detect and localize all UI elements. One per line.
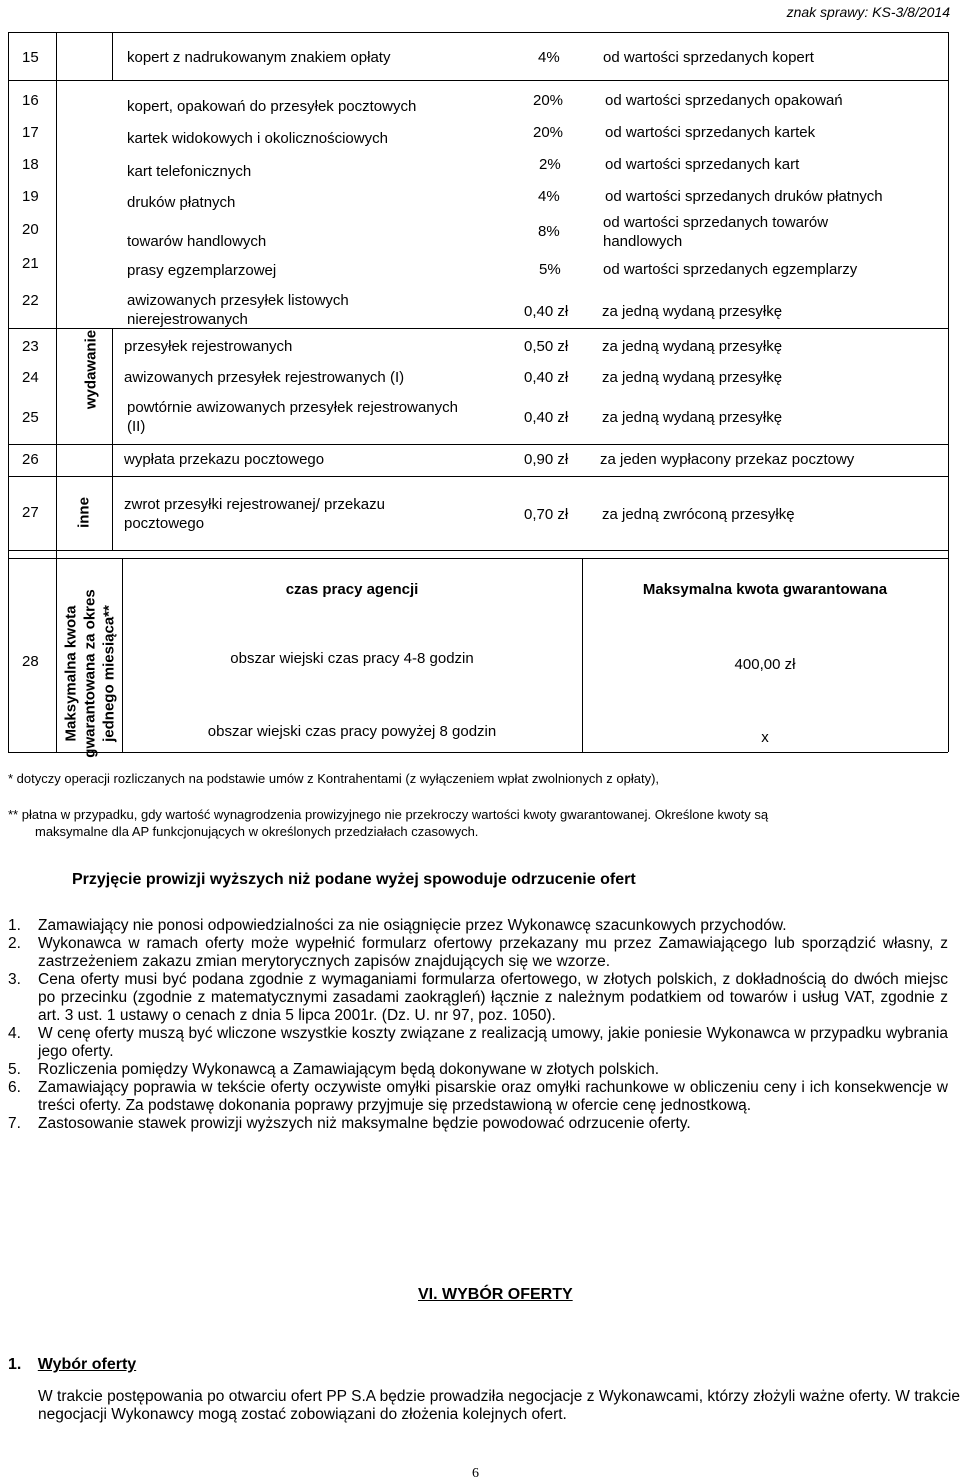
max-amount-header: Maksymalna kwota gwarantowana — [642, 581, 888, 598]
work-time-option: obszar wiejski czas pracy powyżej 8 godzin — [207, 723, 497, 740]
row-description: prasy egzemplarzowej — [127, 262, 277, 279]
item-number: 3. — [8, 971, 21, 988]
row-number: 24 — [22, 369, 39, 386]
row-basis: za jedną wydaną przesyłkę — [602, 338, 783, 355]
row-description: (II) — [127, 418, 146, 435]
row-rate: 20% — [533, 92, 564, 109]
row-basis: za jedną wydaną przesyłkę — [602, 369, 783, 386]
row-rate: 8% — [538, 223, 560, 240]
label-line: jednego miesiąca** — [100, 605, 118, 742]
row-number: 22 — [22, 292, 39, 309]
row-basis: handlowych — [603, 233, 683, 250]
row-basis: za jedną zwróconą przesyłkę — [602, 506, 795, 523]
item-text: Zastosowanie stawek prowizji wyższych niż maksymalne będzie powodować odrzucenie oferty. — [38, 1115, 691, 1132]
item-number: 7. — [8, 1115, 21, 1132]
item-text: Rozliczenia pomiędzy Wykonawcą a Zamawiającym będą dokonywane w złotych polskich. — [38, 1061, 659, 1078]
row-basis: od wartości sprzedanych egzemplarzy — [603, 261, 858, 278]
row-number: 26 — [22, 451, 39, 468]
item-text: W cenę oferty muszą być wliczone wszystkie koszty związane z realizacją umowy, jakie poniesie Wykonawca w przypadku wybrania jego oferty. — [38, 1025, 948, 1060]
guaranteed-amount-label — [62, 577, 119, 771]
list-item — [8, 935, 948, 971]
row-description: kopert z nadrukowanym znakiem opłaty — [127, 49, 391, 66]
row-number: 17 — [22, 124, 39, 141]
warning-heading: Przyjęcie prowizji wyższych niż podane wyżej spowoduje odrzucenie ofert — [72, 871, 636, 888]
item-number: 6. — [8, 1079, 21, 1096]
row-description: nierejestrowanych — [127, 311, 248, 328]
item-text: Zamawiający poprawia w tekście oferty oczywiste omyłki pisarskie oraz omyłki rachunkowe w obliczeniu ceny i ich konsekwencje w treści oferty. Za podstawę dokonania poprawy przyjmuje się przedstawioną w ofercie cenę jednostkową. — [38, 1079, 948, 1114]
list-item — [8, 1061, 948, 1079]
row-description: kart telefonicznych — [127, 163, 252, 180]
row-description: towarów handlowych — [127, 233, 267, 250]
row-rate: 5% — [539, 261, 561, 278]
list-item — [8, 971, 948, 1025]
terms-list — [8, 917, 948, 1133]
row-rate: 0,40 zł — [524, 409, 569, 426]
row-description: zwrot przesyłki rejestrowanej/ przekazu — [124, 496, 385, 513]
item-number: 2. — [8, 935, 21, 952]
subsection-title — [8, 1356, 136, 1374]
row-rate: 0,90 zł — [524, 451, 569, 468]
page-number: 6 — [472, 1466, 479, 1481]
subsection-title-text: Wybór oferty — [37, 1356, 137, 1373]
row-number: 20 — [22, 221, 39, 238]
row-rate: 2% — [539, 156, 561, 173]
label-line: gwarantowana za okres — [81, 589, 99, 758]
section-title: VI. WYBÓR OFERTY — [418, 1286, 573, 1303]
row-rate: 0,40 zł — [524, 303, 569, 320]
item-text: Zamawiający nie ponosi odpowiedzialności za nie osiągnięcie przez Wykonawcę szacunkowych przychodów. — [38, 917, 787, 934]
row-description: kopert, opakowań do przesyłek pocztowych — [127, 98, 417, 115]
row-description: pocztowego — [124, 515, 205, 532]
row-rate: 0,50 zł — [524, 338, 569, 355]
item-text: Wykonawca w ramach oferty może wypełnić formularz ofertowy przekazany mu przez Zamawiającego lub sporządzić własny, z zastrzeżeniem zakazu zmian merytorycznych zapisów znajdujących się we wzorze. — [38, 935, 948, 970]
row-number: 25 — [22, 409, 39, 426]
item-text: Cena oferty musi być podana zgodnie z wymaganiami formularza ofertowego, w złotych polskich, z dokładnością do dwóch miejsc po przecinku (zgodnie z matematycznymi zasadami zaokrągleń) łącznie z należnym podatkiem od towarów i usług VAT, zgodnie z art. 3 ust. 1 ustawy o cenach z dnia 5 lipca 2001r. (Dz. U. nr 97, poz. 1050). — [38, 971, 948, 1024]
max-amount-value: 400,00 zł — [734, 656, 796, 673]
item-number: 4. — [8, 1025, 21, 1042]
row-description: awizowanych przesyłek listowych — [127, 292, 349, 309]
list-item — [8, 917, 948, 935]
row-rate: 0,70 zł — [524, 506, 569, 523]
list-item — [8, 1025, 948, 1061]
row-basis: za jedną wydaną przesyłkę — [602, 409, 783, 426]
label-line: Maksymalna kwota — [62, 605, 80, 742]
list-item — [8, 1079, 948, 1115]
row-basis: od wartości sprzedanych kartek — [605, 124, 816, 141]
row-description: powtórnie awizowanych przesyłek rejestrowanych — [127, 399, 458, 416]
row-basis: od wartości sprzedanych opakowań — [605, 92, 843, 109]
row-number: 21 — [22, 255, 39, 272]
row-rate: 20% — [533, 124, 564, 141]
row-description: awizowanych przesyłek rejestrowanych (I) — [124, 369, 405, 386]
row-basis: od wartości sprzedanych kart — [605, 156, 800, 173]
row-number: 15 — [22, 49, 39, 66]
row-rate: 4% — [538, 188, 560, 205]
item-number: 5. — [8, 1061, 21, 1078]
group-label-other: inne — [75, 497, 93, 528]
row-number: 28 — [22, 653, 39, 670]
footnote-double-star-cont: maksymalne dla AP funkcjonujących w określonych przedziałach czasowych. — [35, 824, 479, 839]
row-number: 19 — [22, 188, 39, 205]
row-number: 27 — [22, 504, 39, 521]
subsection-number: 1. — [8, 1356, 22, 1373]
row-rate: 0,40 zł — [524, 369, 569, 386]
row-description: druków płatnych — [127, 194, 236, 211]
case-number: znak sprawy: KS-3/8/2014 — [786, 4, 950, 20]
subsection-paragraph: W trakcie postępowania po otwarciu ofert PP S.A będzie prowadziła negocjacje z Wykonawcami, którzy złożyli ważne oferty. W trakcie negocjacji Wykonawcy mogą zostać zobowiązani do złożenia kolejnych ofert. — [38, 1388, 960, 1423]
group-label-issue: wydawanie — [82, 329, 100, 410]
footnote-star: * dotyczy operacji rozliczanych na podstawie umów z Kontrahentami (z wyłączeniem wpłat zwolnionych z opłaty), — [8, 771, 660, 786]
row-basis: za jedną wydaną przesyłkę — [602, 303, 783, 320]
row-description: kartek widokowych i okolicznościowych — [127, 130, 388, 147]
list-item — [8, 1115, 948, 1133]
row-description: przesyłek rejestrowanych — [124, 338, 293, 355]
work-time-option: obszar wiejski czas pracy 4-8 godzin — [230, 650, 474, 667]
row-number: 18 — [22, 156, 39, 173]
item-number: 1. — [8, 917, 21, 934]
row-basis: od wartości sprzedanych druków płatnych — [605, 188, 883, 205]
work-time-header: czas pracy agencji — [285, 581, 419, 598]
row-number: 23 — [22, 338, 39, 355]
row-basis: od wartości sprzedanych kopert — [603, 49, 814, 66]
row-basis: od wartości sprzedanych towarów — [603, 214, 829, 231]
row-number: 16 — [22, 92, 39, 109]
row-description: wypłata przekazu pocztowego — [124, 451, 325, 468]
max-amount-value: x — [761, 729, 769, 746]
row-basis: za jeden wypłacony przekaz pocztowy — [600, 451, 855, 468]
footnote-double-star: ** płatna w przypadku, gdy wartość wynagrodzenia prowizyjnego nie przekroczy wartości kwoty gwarantowanej. Określone kwoty są — [8, 807, 769, 822]
row-rate: 4% — [538, 49, 560, 66]
